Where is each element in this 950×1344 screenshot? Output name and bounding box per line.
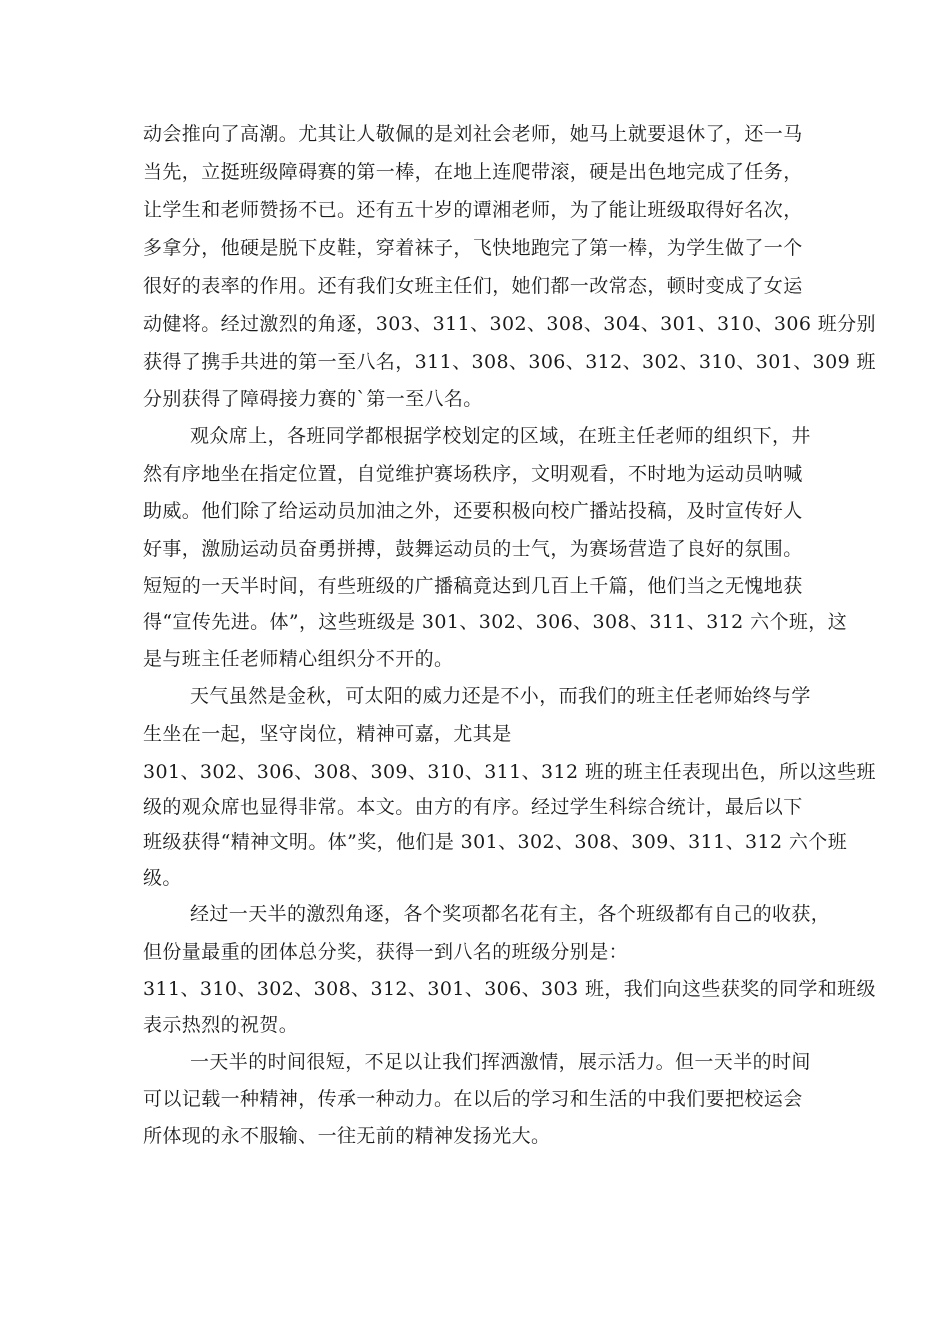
text-line: 让学生和老师赞扬不已。还有五十岁的谭湘老师，为了能让班级取得好名次，: [143, 199, 803, 221]
text-line: 是与班主任老师精心组织分不开的。: [143, 648, 454, 670]
text-line: 表示热烈的祝贺。: [143, 1014, 299, 1036]
text-line: 很好的表率的作用。还有我们女班主任们，她们都一改常态，顿时变成了女运: [143, 275, 803, 297]
text-line: 助威。他们除了给运动员加油之外，还要积极向校广播站投稿，及时宣传好人: [143, 500, 803, 522]
text-line: 动健将。经过激烈的角逐，303、311、302、308、304、301、310、306 班分别: [143, 313, 876, 335]
text-line: 好事，激励运动员奋勇拼搏，鼓舞运动员的士气，为赛场营造了良好的氛围。: [143, 538, 803, 560]
text-line: 级。: [143, 867, 182, 889]
text-line: 短短的一天半时间，有些班级的广播稿竟达到几百上千篇，他们当之无愧地获: [143, 575, 803, 597]
paragraph-first-line: 观众席上，各班同学都根据学校划定的区域，在班主任老师的组织下，井: [190, 425, 811, 447]
text-line: 所体现的永不服输、一往无前的精神发扬光大。: [143, 1125, 551, 1147]
paragraph-first-line: 天气虽然是金秋，可太阳的威力还是不小，而我们的班主任老师始终与学: [190, 685, 811, 707]
text-line: 级的观众席也显得非常。本文。由方的有序。经过学生科综合统计，最后以下: [143, 796, 803, 818]
text-line: 获得了携手共进的第一至八名，311、308、306、312、302、310、301、309 班: [143, 351, 876, 373]
text-line: 然有序地坐在指定位置，自觉维护赛场秩序，文明观看，不时地为运动员呐喊: [143, 463, 803, 485]
text-line: 但份量最重的团体总分奖，获得一到八名的班级分别是：: [143, 941, 629, 963]
paragraph-first-line: 经过一天半的激烈角逐，各个奖项都名花有主，各个班级都有自己的收获，: [190, 903, 831, 925]
paragraph-first-line: 一天半的时间很短，不足以让我们挥洒激情，展示活力。但一天半的时间: [190, 1051, 811, 1073]
text-line: 动会推向了高潮。尤其让人敬佩的是刘社会老师，她马上就要退休了，还一马: [143, 123, 803, 145]
text-line: 可以记载一种精神，传承一种动力。在以后的学习和生活的中我们要把校运会: [143, 1088, 803, 1110]
text-line: 分别获得了障碍接力赛的`第一至八名。: [143, 388, 483, 410]
text-line: 得“宣传先进。体”，这些班级是 301、302、306、308、311、312 六个班，这: [143, 611, 848, 633]
text-line: 301、302、306、308、309、310、311、312 班的班主任表现出色，所以这些班: [143, 761, 876, 783]
text-line: 311、310、302、308、312、301、306、303 班，我们向这些获奖的同学和班级: [143, 978, 876, 1000]
text-line: 生坐在一起，坚守岗位，精神可嘉，尤其是: [143, 723, 512, 745]
text-line: 多拿分，他硬是脱下皮鞋，穿着袜子，飞快地跑完了第一棒，为学生做了一个: [143, 237, 803, 259]
text-line: 班级获得“精神文明。体”奖，他们是 301、302、308、309、311、312 六个班: [143, 831, 848, 853]
text-line: 当先，立挺班级障碍赛的第一棒，在地上连爬带滚，硬是出色地完成了任务，: [143, 161, 803, 183]
